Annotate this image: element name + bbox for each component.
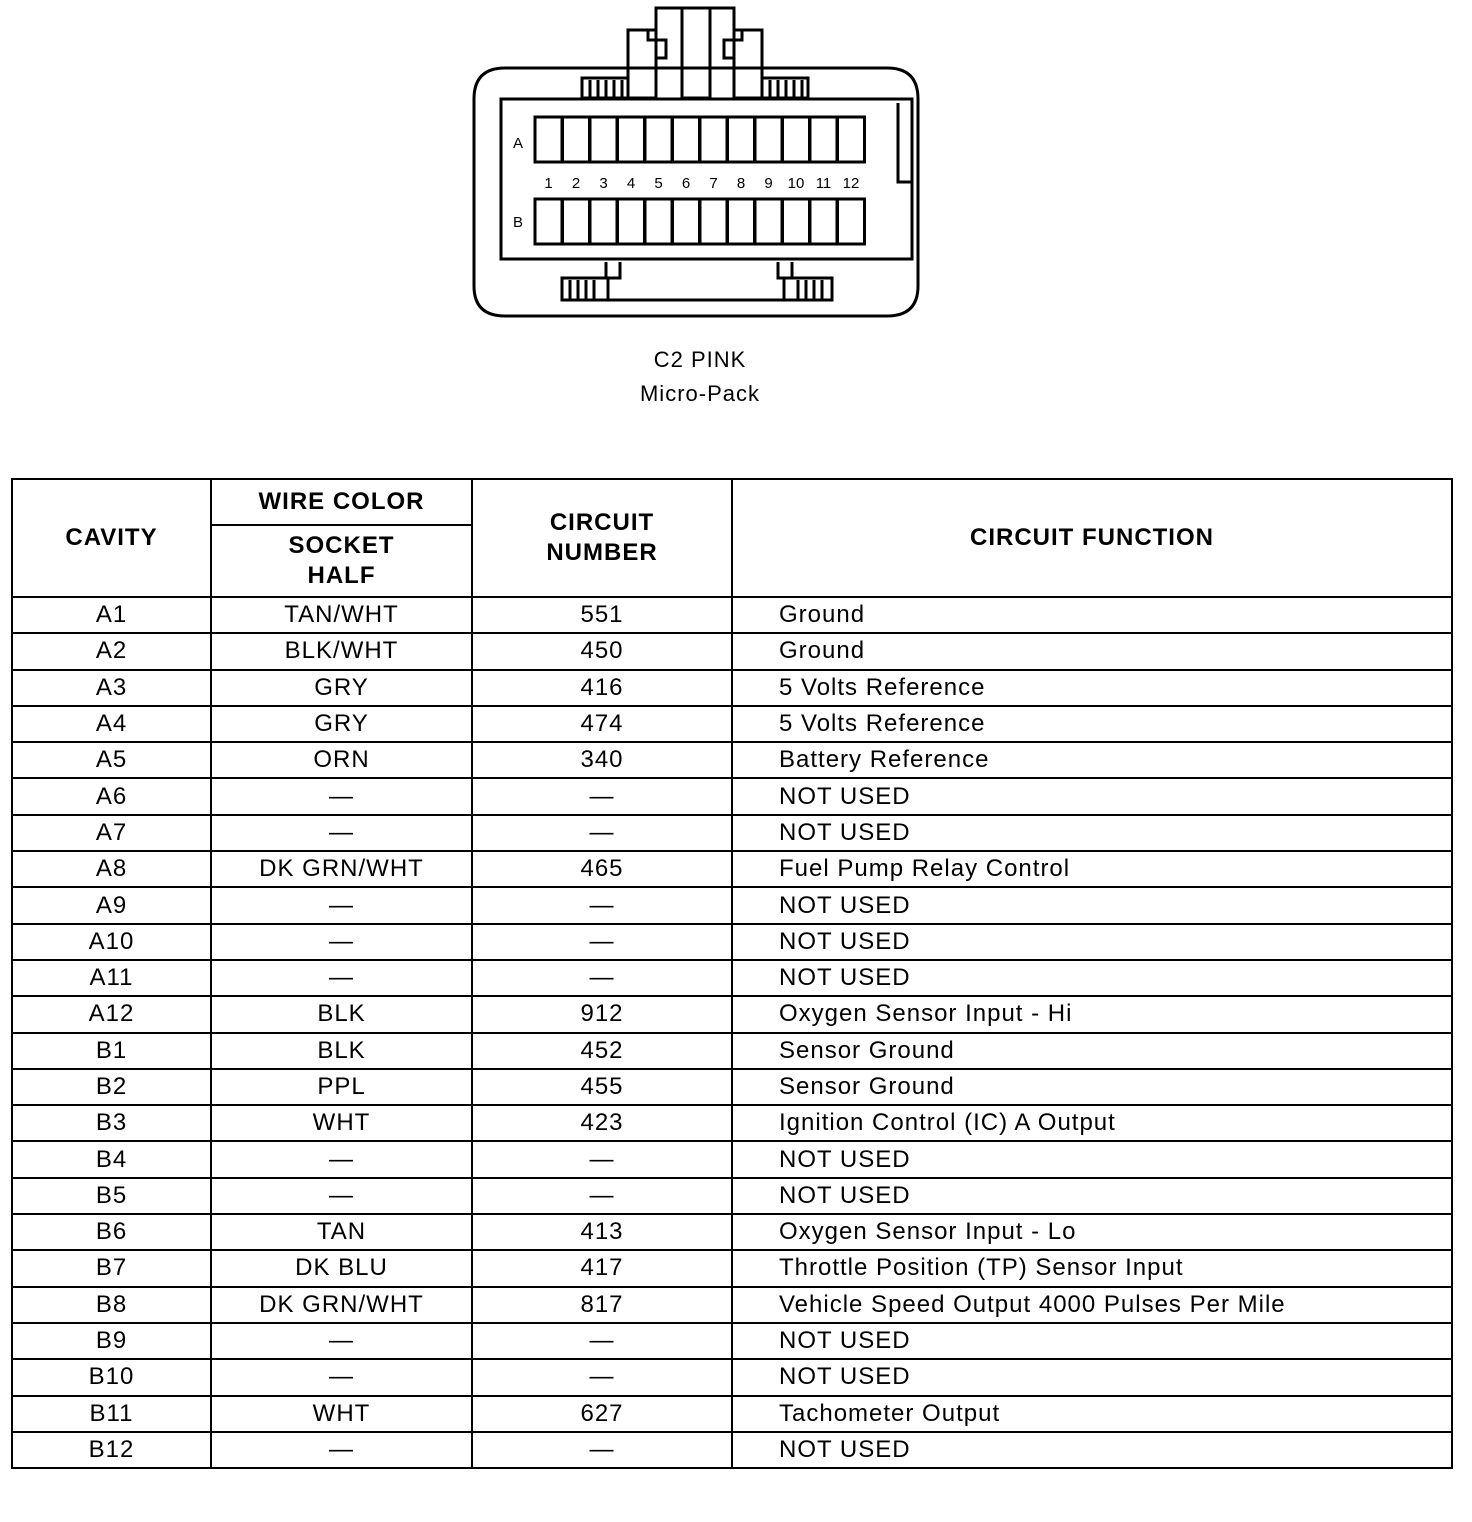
table-row bbox=[12, 924, 1452, 960]
wire-color-cell: WHT bbox=[211, 1105, 472, 1141]
circuit-function-cell: NOT USED bbox=[732, 1432, 1452, 1468]
cavity-b-10 bbox=[783, 199, 810, 244]
table-row bbox=[12, 887, 1452, 923]
circuit-function-cell: Fuel Pump Relay Control bbox=[732, 851, 1452, 887]
circuit-function-cell: NOT USED bbox=[732, 1359, 1452, 1395]
wire-color-cell: PPL bbox=[211, 1069, 472, 1105]
cavity-cell: A1 bbox=[12, 597, 211, 633]
circuit-number-cell: 817 bbox=[472, 1287, 732, 1323]
cavity-a-10 bbox=[783, 117, 810, 162]
cavity-a-11 bbox=[810, 117, 837, 162]
connector-caption-subtitle: Micro-Pack bbox=[639, 381, 760, 406]
table-row bbox=[12, 815, 1452, 851]
pin-number-labels bbox=[544, 175, 859, 192]
circuit-number-cell: — bbox=[472, 1141, 732, 1177]
wire-color-cell: — bbox=[211, 778, 472, 814]
circuit-number-cell: 423 bbox=[472, 1105, 732, 1141]
cavity-cell: A6 bbox=[12, 778, 211, 814]
cavity-a-1 bbox=[535, 117, 562, 162]
header-socket-half: SOCKET HALF bbox=[211, 525, 472, 597]
wire-color-cell: — bbox=[211, 1432, 472, 1468]
cavity-b-6 bbox=[673, 199, 700, 244]
wire-color-cell: — bbox=[211, 887, 472, 923]
wire-color-cell: DK GRN/WHT bbox=[211, 851, 472, 887]
wire-color-cell: — bbox=[211, 960, 472, 996]
cavity-cell: A11 bbox=[12, 960, 211, 996]
circuit-function-cell: Vehicle Speed Output 4000 Pulses Per Mile bbox=[732, 1287, 1452, 1323]
circuit-number-cell: 627 bbox=[472, 1396, 732, 1432]
table-row bbox=[12, 633, 1452, 669]
circuit-function-cell: Ground bbox=[732, 633, 1452, 669]
circuit-function-cell: NOT USED bbox=[732, 887, 1452, 923]
circuit-function-cell: NOT USED bbox=[732, 778, 1452, 814]
row-label-a: A bbox=[513, 135, 524, 152]
pin-number-1: 1 bbox=[544, 175, 553, 192]
circuit-number-cell: 455 bbox=[472, 1069, 732, 1105]
cavity-a-7 bbox=[700, 117, 727, 162]
table-row bbox=[12, 960, 1452, 996]
cavity-cell: B9 bbox=[12, 1323, 211, 1359]
circuit-number-cell: 417 bbox=[472, 1250, 732, 1286]
circuit-function-cell: Throttle Position (TP) Sensor Input bbox=[732, 1250, 1452, 1286]
connector-outline bbox=[474, 68, 918, 316]
cavity-cell: B2 bbox=[12, 1069, 211, 1105]
circuit-function-cell: NOT USED bbox=[732, 924, 1452, 960]
table-row bbox=[12, 1396, 1452, 1432]
wire-color-cell: WHT bbox=[211, 1396, 472, 1432]
wire-color-cell: BLK bbox=[211, 1033, 472, 1069]
wire-color-cell: — bbox=[211, 924, 472, 960]
circuit-number-cell: 452 bbox=[472, 1033, 732, 1069]
pin-number-7: 7 bbox=[709, 175, 718, 192]
pin-number-2: 2 bbox=[571, 175, 581, 192]
wire-color-cell: DK GRN/WHT bbox=[211, 1287, 472, 1323]
wire-color-cell: BLK bbox=[211, 996, 472, 1032]
circuit-number-cell: — bbox=[472, 1432, 732, 1468]
circuit-function-cell: Oxygen Sensor Input - Hi bbox=[732, 996, 1452, 1032]
cavity-b-3 bbox=[590, 199, 617, 244]
cavity-a-6 bbox=[673, 117, 700, 162]
circuit-function-cell: Sensor Ground bbox=[732, 1033, 1452, 1069]
circuit-number-cell: 912 bbox=[472, 996, 732, 1032]
circuit-function-cell: Tachometer Output bbox=[732, 1396, 1452, 1432]
cavity-cell: A8 bbox=[12, 851, 211, 887]
cavity-cell: B6 bbox=[12, 1214, 211, 1250]
cavity-a-8 bbox=[728, 117, 755, 162]
cavity-b-1 bbox=[535, 199, 562, 244]
circuit-function-cell: NOT USED bbox=[732, 960, 1452, 996]
connector-caption-title: C2 PINK bbox=[653, 347, 747, 372]
circuit-number-cell: — bbox=[472, 1178, 732, 1214]
header-circuit-function: CIRCUIT FUNCTION bbox=[732, 479, 1452, 597]
cavity-cell: B7 bbox=[12, 1250, 211, 1286]
table-row bbox=[12, 670, 1452, 706]
circuit-number-cell: — bbox=[472, 778, 732, 814]
circuit-function-cell: Ignition Control (IC) A Output bbox=[732, 1105, 1452, 1141]
circuit-function-cell: NOT USED bbox=[732, 1323, 1452, 1359]
cavity-b-8 bbox=[728, 199, 755, 244]
circuit-function-cell: Battery Reference bbox=[732, 742, 1452, 778]
circuit-number-cell: — bbox=[472, 1323, 732, 1359]
cavity-b-2 bbox=[563, 199, 590, 244]
pinout-table-body bbox=[12, 597, 1452, 1468]
pin-number-12: 12 bbox=[842, 175, 860, 192]
wire-color-cell: TAN/WHT bbox=[211, 597, 472, 633]
circuit-function-cell: Oxygen Sensor Input - Lo bbox=[732, 1214, 1452, 1250]
bottom-latch bbox=[562, 262, 832, 300]
circuit-function-cell: NOT USED bbox=[732, 1141, 1452, 1177]
table-row bbox=[12, 1069, 1452, 1105]
table-row bbox=[12, 1214, 1452, 1250]
table-row bbox=[12, 1033, 1452, 1069]
header-circuit-number: CIRCUIT NUMBER bbox=[472, 479, 732, 597]
cavity-b-7 bbox=[700, 199, 727, 244]
wire-color-cell: — bbox=[211, 815, 472, 851]
table-row bbox=[12, 1105, 1452, 1141]
pin-number-5: 5 bbox=[654, 175, 663, 192]
cavity-a-9 bbox=[755, 117, 782, 162]
cavity-b-9 bbox=[755, 199, 782, 244]
cavity-cell: A12 bbox=[12, 996, 211, 1032]
circuit-function-cell: NOT USED bbox=[732, 1178, 1452, 1214]
table-row bbox=[12, 742, 1452, 778]
table-row bbox=[12, 597, 1452, 633]
cavity-cell: A3 bbox=[12, 670, 211, 706]
cavity-cell: B11 bbox=[12, 1396, 211, 1432]
circuit-function-cell: 5 Volts Reference bbox=[732, 670, 1452, 706]
circuit-number-cell: 413 bbox=[472, 1214, 732, 1250]
pin-number-9: 9 bbox=[764, 175, 773, 192]
cavity-cell: A7 bbox=[12, 815, 211, 851]
header-wire-color: WIRE COLOR bbox=[211, 479, 472, 525]
circuit-number-cell: 450 bbox=[472, 633, 732, 669]
wire-color-cell: DK BLU bbox=[211, 1250, 472, 1286]
circuit-number-cell: 474 bbox=[472, 706, 732, 742]
wire-color-cell: ORN bbox=[211, 742, 472, 778]
top-latch bbox=[582, 8, 808, 98]
wire-color-cell: — bbox=[211, 1178, 472, 1214]
cavity-row-b bbox=[535, 199, 865, 244]
circuit-number-cell: 416 bbox=[472, 670, 732, 706]
cavity-cell: A2 bbox=[12, 633, 211, 669]
circuit-function-cell: Ground bbox=[732, 597, 1452, 633]
wire-color-cell: GRY bbox=[211, 706, 472, 742]
circuit-number-cell: — bbox=[472, 960, 732, 996]
circuit-number-cell: — bbox=[472, 1359, 732, 1395]
connector-diagram bbox=[0, 0, 1472, 440]
table-row bbox=[12, 706, 1452, 742]
table-row bbox=[12, 1287, 1452, 1323]
cavity-b-12 bbox=[838, 199, 865, 244]
pin-number-8: 8 bbox=[736, 175, 746, 192]
circuit-number-cell: — bbox=[472, 887, 732, 923]
wire-color-cell: GRY bbox=[211, 670, 472, 706]
cavity-b-4 bbox=[618, 199, 645, 244]
cavity-cell: A9 bbox=[12, 887, 211, 923]
cavity-cell: A10 bbox=[12, 924, 211, 960]
pinout-table bbox=[11, 478, 1453, 1469]
cavity-cell: B5 bbox=[12, 1178, 211, 1214]
cavity-cell: B12 bbox=[12, 1432, 211, 1468]
key-notch bbox=[898, 103, 912, 182]
cavity-a-3 bbox=[590, 117, 617, 162]
circuit-function-cell: Sensor Ground bbox=[732, 1069, 1452, 1105]
cavity-cell: B3 bbox=[12, 1105, 211, 1141]
circuit-function-cell: NOT USED bbox=[732, 815, 1452, 851]
wire-color-cell: — bbox=[211, 1323, 472, 1359]
pin-number-4: 4 bbox=[626, 175, 636, 192]
wire-color-cell: BLK/WHT bbox=[211, 633, 472, 669]
cavity-cell: B10 bbox=[12, 1359, 211, 1395]
circuit-number-cell: — bbox=[472, 815, 732, 851]
cavity-a-5 bbox=[645, 117, 672, 162]
cavity-a-2 bbox=[563, 117, 590, 162]
circuit-number-cell: — bbox=[472, 924, 732, 960]
wire-color-cell: — bbox=[211, 1359, 472, 1395]
wire-color-cell: — bbox=[211, 1141, 472, 1177]
cavity-cell: B4 bbox=[12, 1141, 211, 1177]
cavity-row-a bbox=[535, 117, 865, 162]
cavity-a-12 bbox=[838, 117, 865, 162]
header-cavity: CAVITY bbox=[12, 479, 211, 597]
pin-number-11: 11 bbox=[815, 175, 832, 192]
pin-number-6: 6 bbox=[681, 175, 691, 192]
circuit-number-cell: 551 bbox=[472, 597, 732, 633]
circuit-function-cell: 5 Volts Reference bbox=[732, 706, 1452, 742]
cavity-cell: A5 bbox=[12, 742, 211, 778]
cavity-cell: B8 bbox=[12, 1287, 211, 1323]
pin-number-10: 10 bbox=[787, 175, 805, 192]
table-row bbox=[12, 1432, 1452, 1468]
pin-number-3: 3 bbox=[599, 175, 608, 192]
table-row bbox=[12, 996, 1452, 1032]
wire-color-cell: TAN bbox=[211, 1214, 472, 1250]
row-label-b: B bbox=[513, 214, 524, 231]
cavity-b-11 bbox=[810, 199, 837, 244]
cavity-cell: A4 bbox=[12, 706, 211, 742]
cavity-cell: B1 bbox=[12, 1033, 211, 1069]
table-row bbox=[12, 1178, 1452, 1214]
table-row bbox=[12, 1359, 1452, 1395]
circuit-number-cell: 465 bbox=[472, 851, 732, 887]
table-row bbox=[12, 1323, 1452, 1359]
table-row bbox=[12, 778, 1452, 814]
table-row bbox=[12, 1141, 1452, 1177]
table-row bbox=[12, 1250, 1452, 1286]
table-row bbox=[12, 851, 1452, 887]
circuit-number-cell: 340 bbox=[472, 742, 732, 778]
cavity-a-4 bbox=[618, 117, 645, 162]
cavity-b-5 bbox=[645, 199, 672, 244]
